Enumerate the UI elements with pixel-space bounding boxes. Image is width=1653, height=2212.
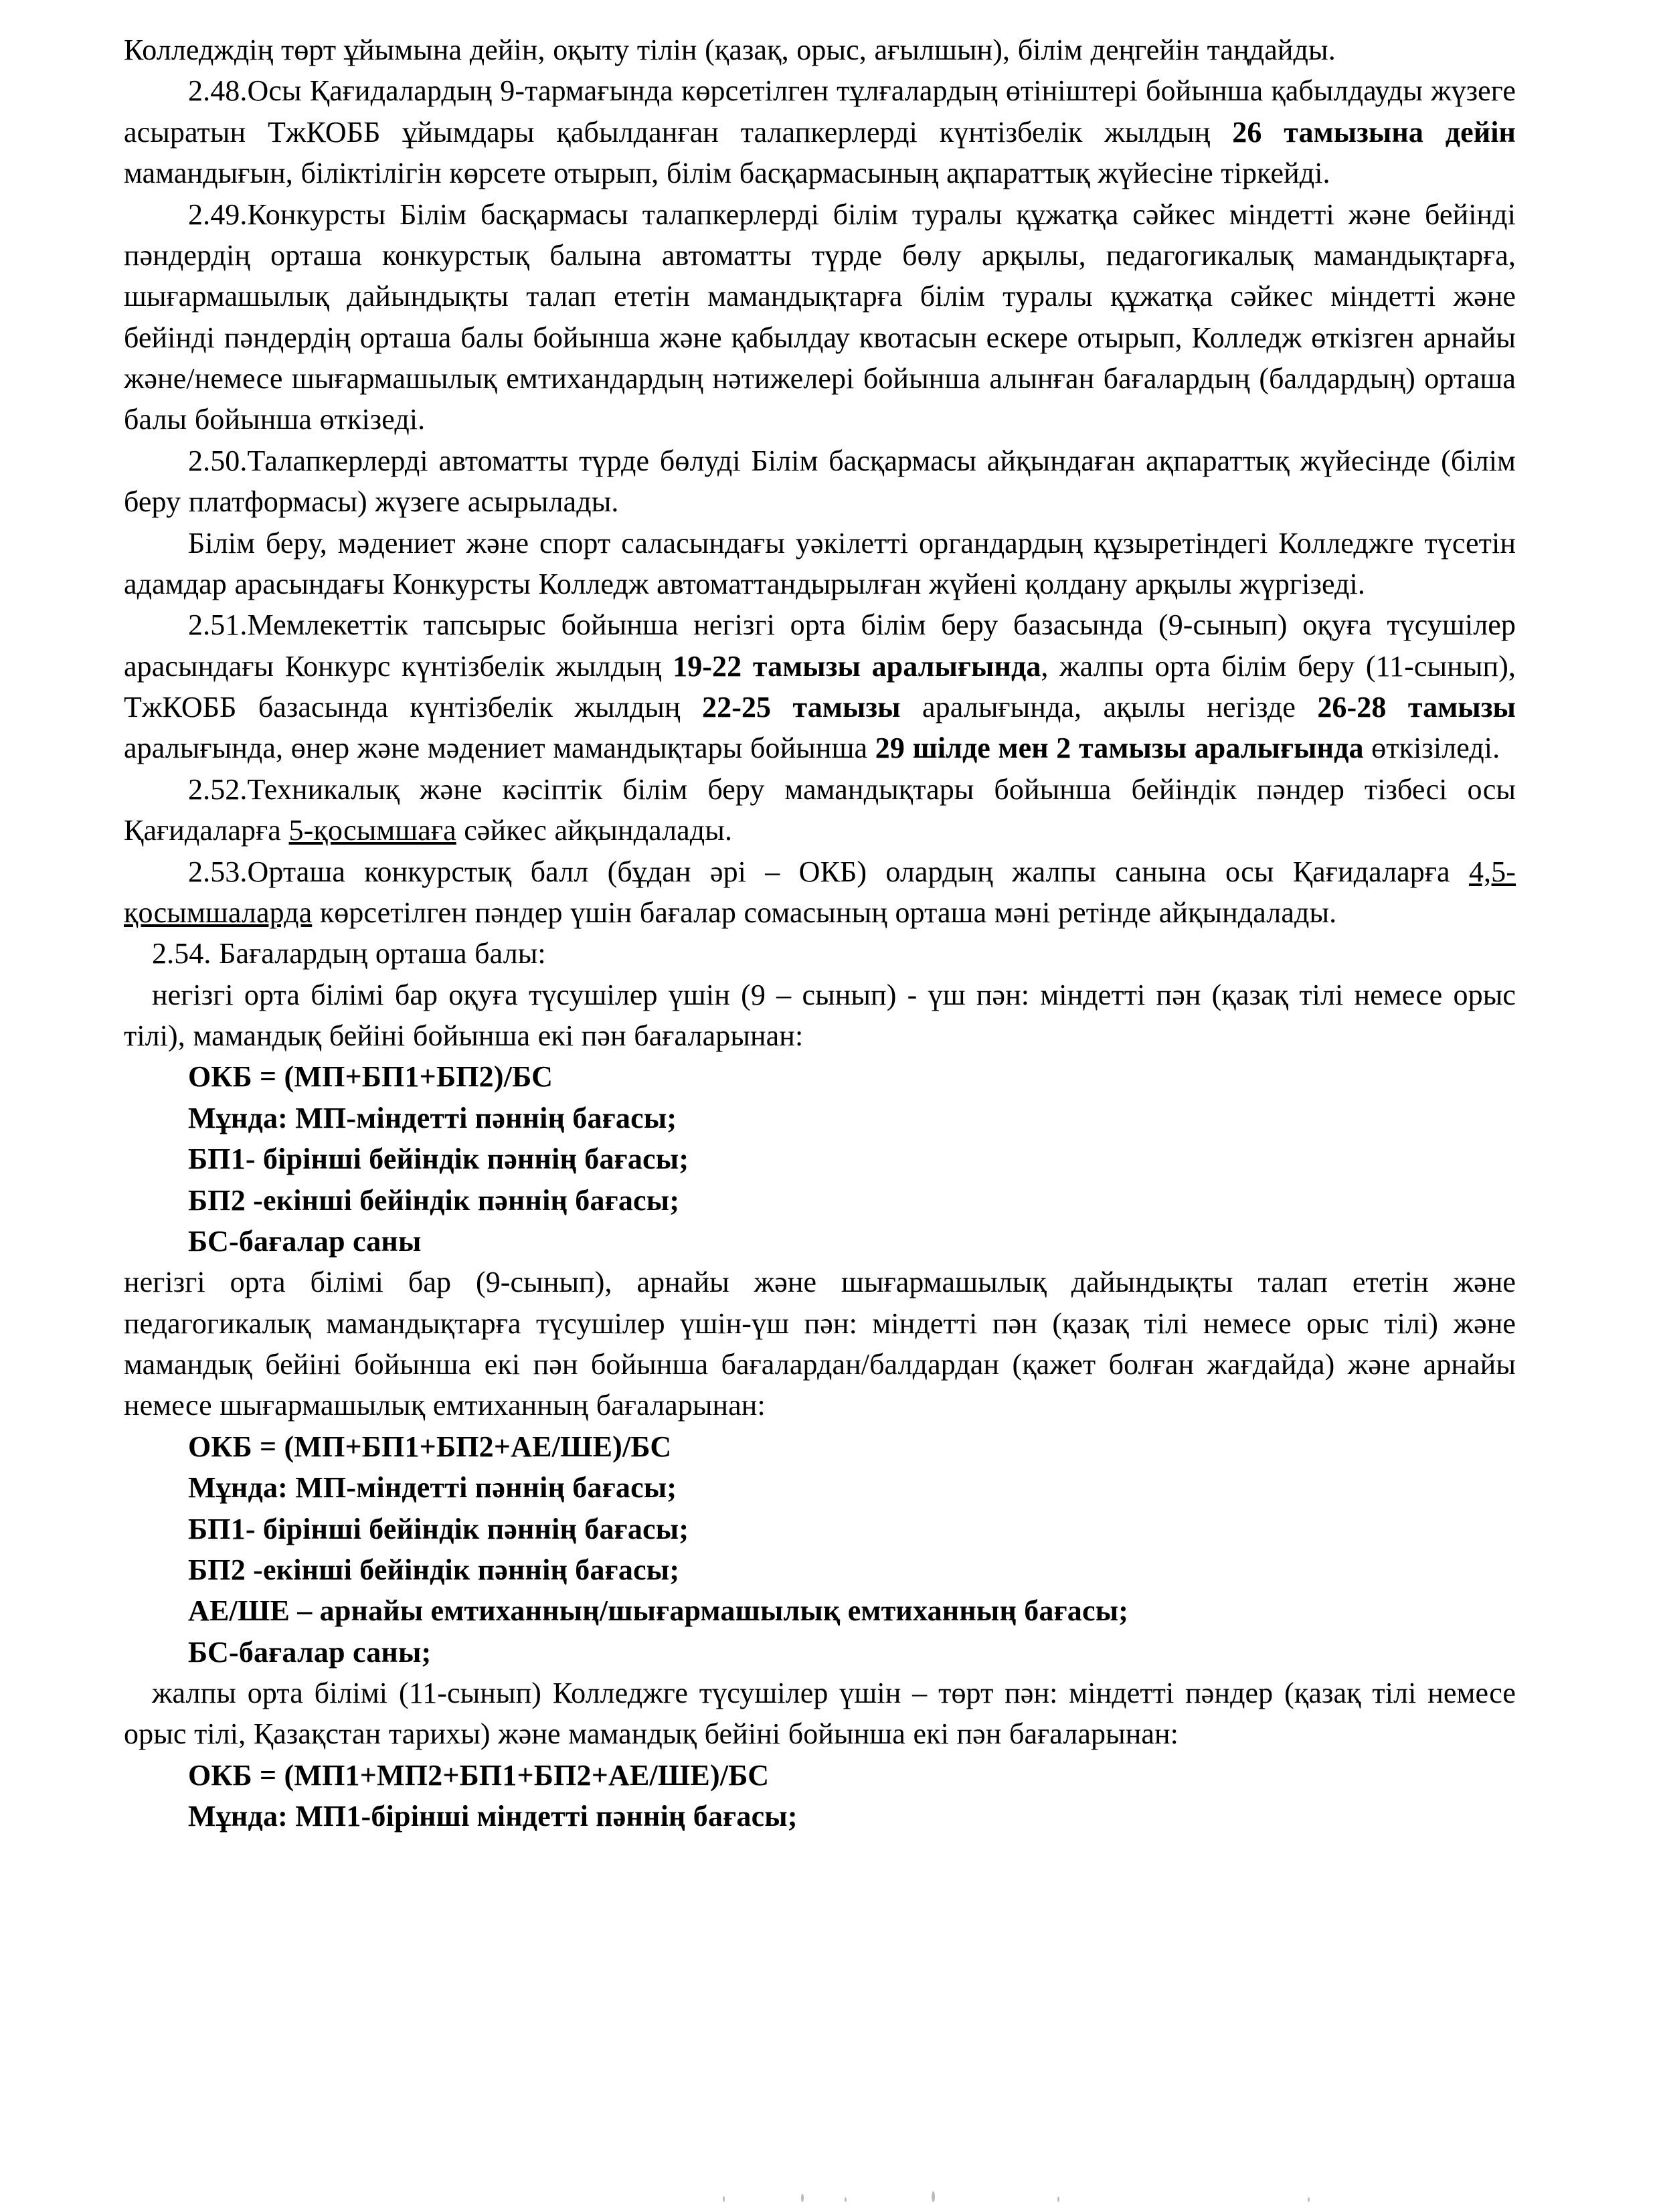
paragraph-2-48-text-after: мамандығын, біліктілігін көрсете отырып, білім басқармасының ақпараттық жүйесіне тіркейді.	[124, 157, 1330, 190]
formula-3-definition-mp1: Мұнда: МП1-бірінші міндетті пәннің бағасы;	[188, 1800, 798, 1833]
formula-2-definition-ae-she: АЕ/ШЕ – арнайы емтиханның/шығармашылық емтиханның бағасы;	[188, 1594, 1129, 1628]
formula-2-definition-bp2: БП2 -екінші бейіндік пәннің бағасы;	[188, 1553, 680, 1586]
paragraph-2-49: 2.49.Конкурсты Білім басқармасы талапкерлерді білім туралы құжатқа сәйкес міндетті және бейінді пәндердің орташа конкурстық балына автоматты түрде бөлу арқылы, педагогикалық мамандықтарға, шығармашылық дайындықты талап ететін мамандықтарға білім туралы құжатқа сәйкес міндетті және бейінді пәндердің орташа балы бойынша және қабылдау квотасын ескере отырып, Колледж өткізген арнайы және/немесе шығармашылық емтихандардың нәтижелері бойынша алынған бағалардың (балдардың) орташа балы бойынша өткізеді.	[124, 197, 1516, 436]
scan-artifact	[801, 2194, 804, 2202]
formula-1-definition-bp2: БП2 -екінші бейіндік пәннің бағасы;	[188, 1183, 680, 1217]
formula-okb-1: ОКБ = (МП+БП1+БП2)/БС	[188, 1060, 553, 1094]
formula-1-definition-bs: БС-бағалар саны	[188, 1224, 422, 1258]
paragraph-2-48	[124, 70, 1516, 193]
paragraph-2-48-bold-date: 26 тамызына дейін	[1232, 115, 1516, 149]
formula-okb-2: ОКБ = (МП+БП1+БП2+АЕ/ШЕ)/БС	[188, 1430, 672, 1463]
seg: аралығында, ақылы негізде	[900, 691, 1318, 724]
paragraph-2-52	[124, 769, 1516, 851]
seg-bold-dates-22-25: 22-25 тамызы	[702, 691, 901, 724]
formula-2-definition-mp: Мұнда: МП-міндетті пәннің бағасы;	[188, 1471, 677, 1505]
seg: 2.53.Орташа конкурстық балл (бұдан әрі – ОКБ) олардың жалпы санына осы Қағидаларға	[188, 855, 1469, 888]
formula-2-definition-bp1: БП1- бірінші бейіндік пәннің бағасы;	[188, 1512, 689, 1545]
scan-artifact	[845, 2197, 847, 2202]
document-text-block	[124, 29, 1516, 1837]
paragraph-2-53	[124, 851, 1516, 934]
annex-reference-4-5: 4,5-қосымшаларда	[124, 855, 1516, 929]
scan-artifact	[932, 2191, 935, 2202]
paragraph-9class-intro: негізгі орта білімі бар оқуға түсушілер үшін (9 – сынып) - үш пән: міндетті пән (қазақ тілі немесе орыс тілі), мамандық бейіні бойынша екі пән бағаларынан:	[124, 978, 1516, 1052]
formula-1-definition-mp: Мұнда: МП-міндетті пәннің бағасы;	[188, 1101, 677, 1134]
scan-artifact	[1057, 2197, 1059, 2202]
paragraph-bilim-beru: Білім беру, мәдениет және спорт саласындағы уәкілетті органдардың құзыретіндегі Колледжге түсетін адамдар арасындағы Конкурсты Колледж автоматтандырылған жүйені қолдану арқылы жүргізеді.	[124, 526, 1516, 600]
seg: 2.52.Техникалық және кәсіптік білім беру мамандықтары бойынша бейіндік пәндер тізбесі осы Қағидаларға	[124, 772, 1516, 847]
formula-okb-3: ОКБ = (МП1+МП2+БП1+БП2+АЕ/ШЕ)/БС	[188, 1758, 770, 1792]
seg: , жалпы орта білім беру (11-сынып), ТжКОББ базасында күнтізбелік жылдың	[124, 649, 1516, 724]
paragraph-2-54: 2.54. Бағалардың орташа балы:	[152, 937, 546, 970]
paragraph-2-50: 2.50.Талапкерлерді автоматты түрде бөлуді Білім басқармасы айқындаған ақпараттық жүйесінде (білім беру платформасы) жүзеге асырылады.	[124, 444, 1516, 519]
seg: көрсетілген пәндер үшін бағалар сомасының орташа мәні ретінде айқындалады.	[312, 896, 1337, 929]
paragraph-2-48-text-before: 2.48.Осы Қағидалардың 9-тармағында көрсетілген тұлғалардың өтініштері бойынша қабылдауды жүзеге асыратын ТжКОББ ұйымдары қабылданған талапкерлерді күнтізбелік жылдың	[124, 74, 1516, 149]
annex-reference-5: 5-қосымшаға	[288, 814, 456, 847]
seg-bold-dates-19-22: 19-22 тамызы аралығында	[673, 649, 1041, 683]
seg-bold-dates-29-2: 29 шілде мен 2 тамызы аралығында	[875, 732, 1364, 765]
scan-artifact	[1308, 2197, 1310, 2202]
seg: өткізіледі.	[1363, 732, 1500, 765]
seg: сәйкес айқындалады.	[456, 814, 733, 847]
scan-artifact	[723, 2196, 725, 2202]
seg-bold-dates-26-28: 26-28 тамызы	[1317, 691, 1516, 724]
formula-1-definition-bp1: БП1- бірінші бейіндік пәннің бағасы;	[188, 1142, 689, 1176]
paragraph-9class-special: негізгі орта білімі бар (9-сынып), арнайы және шығармашылық дайындықты талап ететін және педагогикалық мамандықтарға түсушілер үшін-үш пән: міндетті пән (қазақ тілі немесе орыс тілі) және мамандық бейіні бойынша екі пән бойынша бағалардан/балдардан (қажет болған жағдайда) және арнайы немесе шығармашылық емтиханның бағаларынан:	[124, 1266, 1516, 1422]
seg: аралығында, өнер және мәдениет мамандықтары бойынша	[124, 732, 875, 765]
formula-2-definition-bs: БС-бағалар саны;	[188, 1635, 432, 1669]
paragraph-11class-intro: жалпы орта білімі (11-сынып) Колледжге түсушілер үшін – төрт пән: міндетті пәндер (қазақ тілі немесе орыс тілі, Қазақстан тарихы) және мамандық бейіні бойынша екі пән бағаларынан:	[124, 1677, 1516, 1751]
seg: 2.51.Мемлекеттік тапсырыс бойынша негізгі орта білім беру базасында (9-сынып) оқуға түсушілер арасындағы Конкурс күнтізбелік жылдың	[124, 608, 1516, 683]
paragraph-continuation-top: Колледждің төрт ұйымына дейін, оқыту тілін (қазақ, орыс, ағылшын), білім деңгейін таңдайды.	[124, 33, 1336, 66]
paragraph-2-51	[124, 604, 1516, 769]
